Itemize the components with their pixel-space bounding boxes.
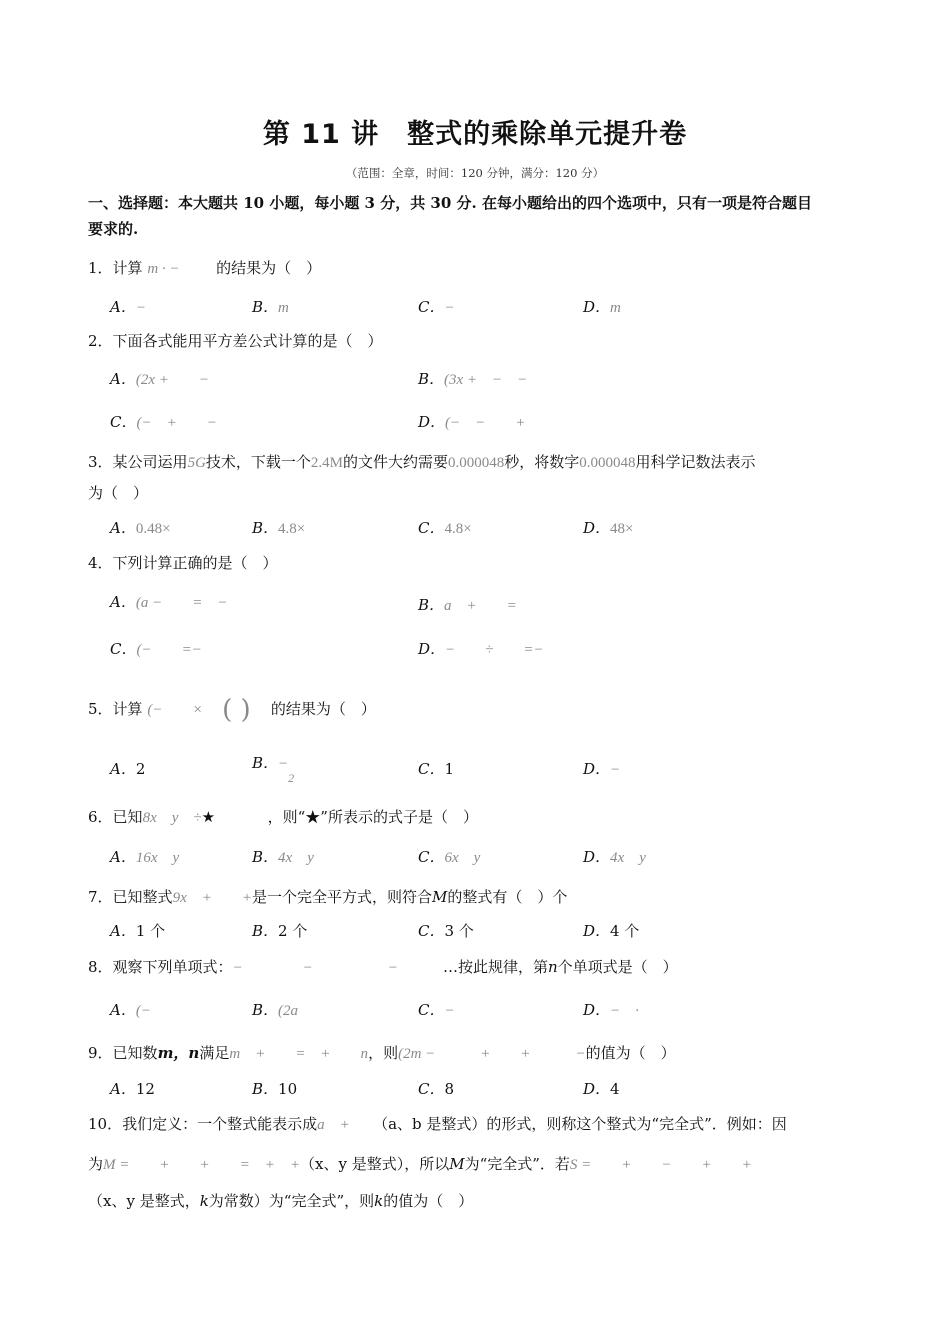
section-heading-line1: 一、选择题：本大题共 10 小题，每小题 3 分，共 30 分. 在每小题给出的四个选项中，只有一项是符合题目 [88, 194, 812, 212]
page-title: 第 11 讲 整式的乘除单元提升卷 [262, 119, 688, 150]
option-4b: B．a + = [418, 596, 517, 614]
option-5c: C．1 [418, 760, 455, 778]
question-10-stem-line3: （x、y 是整式，k为常数）为“完全式”，则k的值为（ ） [88, 1192, 474, 1210]
option-5d: D．− [583, 760, 621, 778]
option-4a: A．(a − = − [110, 593, 228, 611]
option-9c: C．8 [418, 1080, 455, 1098]
option-9a: A．12 [110, 1080, 155, 1098]
question-9-stem: 9．已知数m，n满足m + = + n，则(2m − + + −的值为（ ） [88, 1044, 676, 1062]
option-1d: D．m [583, 298, 621, 316]
option-3c: C．4.8× [418, 519, 472, 537]
question-5-stem: 5．计算 (− × ( ) 的结果为（ ） [88, 695, 376, 725]
option-7b: B．2 个 [252, 922, 308, 940]
option-2d: D．(− − + [418, 413, 526, 431]
option-1b: B．m [252, 298, 289, 316]
question-2-stem: 2．下面各式能用平方差公式计算的是（ ） [88, 332, 383, 350]
question-7-stem: 7．已知整式9x + +是一个完全平方式，则符合M的整式有（ ）个 [88, 888, 568, 906]
question-3-stem: 3．某公司运用5G技术，下载一个2.4M的文件大约需要0.000048秒，将数字0.000048用科学记数法表示 [88, 453, 756, 471]
question-10-stem-line2: 为M = + + = + +（x、y 是整式），所以M为“完全式”．若S = + − + + [88, 1155, 752, 1173]
question-3-stem-cont: 为（ ） [88, 484, 149, 502]
option-8d: D．− · [583, 1001, 639, 1019]
option-7c: C．3 个 [418, 922, 474, 940]
section-heading [88, 190, 863, 242]
option-8a: A．(− [110, 1001, 151, 1019]
question-10-stem: 10．我们定义：一个整式能表示成a + （a、b 是整式）的形式，则称这个整式为“完全式”．例如：因 [88, 1115, 787, 1133]
math-expression: (− × [147, 702, 203, 718]
option-3a: A．0.48× [110, 519, 171, 537]
option-8c: C．− [418, 1001, 455, 1019]
option-3d: D．48× [583, 519, 634, 537]
option-7d: D．4 个 [583, 922, 640, 940]
option-6d: D．4x y [583, 848, 646, 866]
question-4-stem: 4．下列计算正确的是（ ） [88, 554, 278, 572]
option-4d: D．− ÷ =− [418, 640, 544, 658]
option-4c: C．(− =− [110, 640, 202, 658]
question-8-stem: 8．观察下列单项式：− − − …按此规律，第n个单项式是（ ） [88, 958, 678, 976]
option-2a: A．(2x + − [110, 370, 209, 388]
fraction-parentheses: ( ) [222, 695, 251, 725]
option-1a: A．− [110, 298, 146, 316]
question-6-stem: 6．已知8x y ÷★ ，则“★”所表示的式子是（ ） [88, 808, 478, 826]
option-8b: B．(2a [252, 1001, 299, 1019]
option-5b: B．$-_2$ [252, 754, 295, 785]
math-expression: m · − [147, 261, 180, 277]
option-1c: C．− [418, 298, 455, 316]
question-1-stem: 1．计算 m · − 的结果为（ ） [88, 259, 322, 277]
option-9b: B．10 [252, 1080, 298, 1098]
section-heading-line2: 要求的. [88, 220, 139, 238]
option-2b: B．(3x + − − [418, 370, 528, 388]
option-6c: C．6x y [418, 848, 481, 866]
option-9d: D．4 [583, 1080, 620, 1098]
option-3b: B．4.8× [252, 519, 306, 537]
star-icon: ★ [201, 808, 216, 826]
option-2c: C．(− + − [110, 413, 217, 431]
exam-scope: （范围：全章，时间：120 分钟，满分：120 分） [345, 166, 605, 180]
option-6b: B．4x y [252, 848, 314, 866]
option-5a: A．2 [110, 760, 146, 778]
option-7a: A．1 个 [110, 922, 166, 940]
option-6a: A．16x y [110, 848, 180, 866]
